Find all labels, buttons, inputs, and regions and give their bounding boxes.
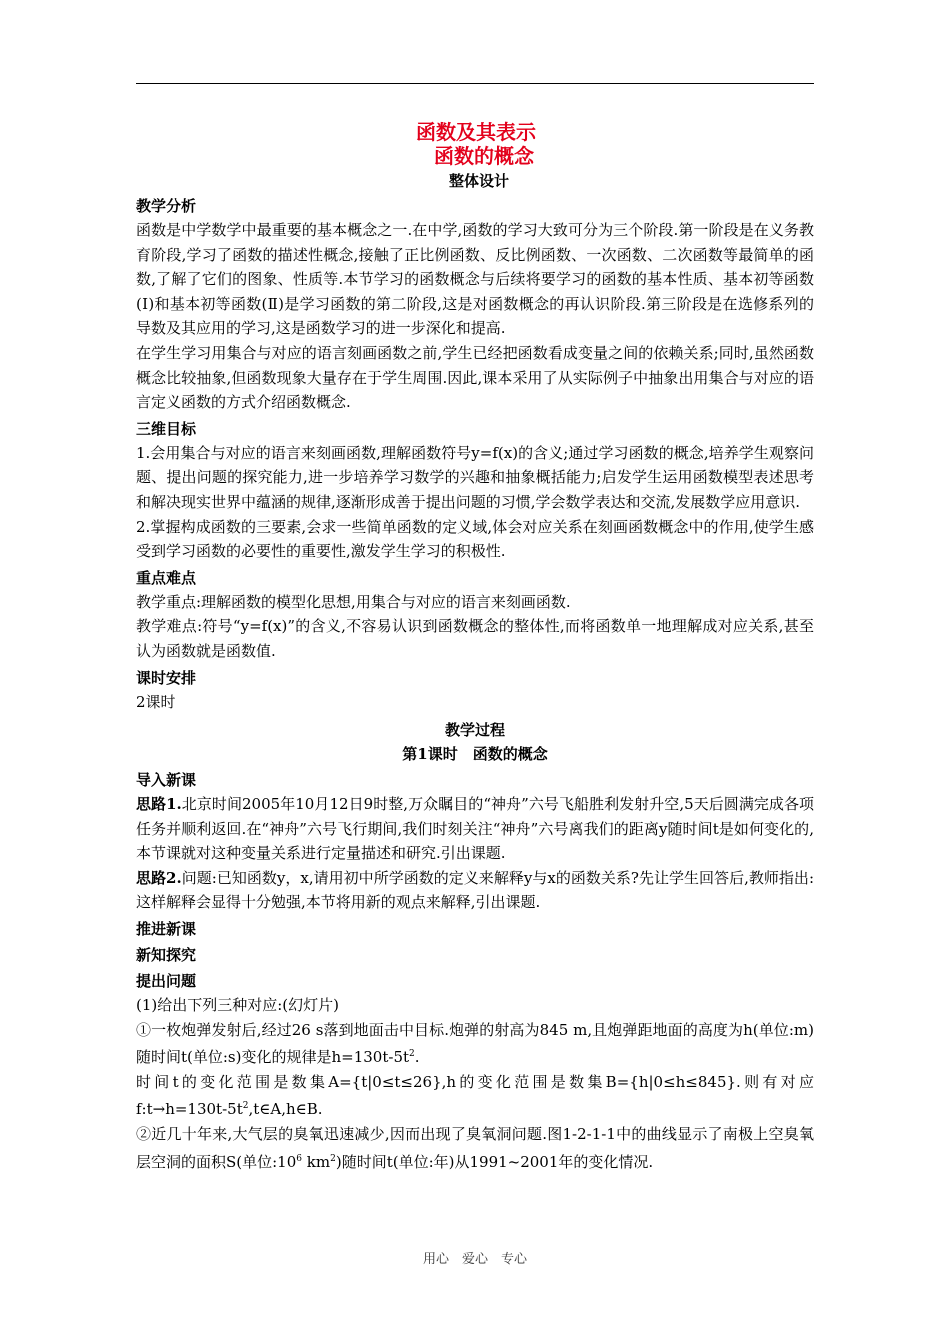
paragraph: 教学重点:理解函数的模型化思想,用集合与对应的语言来刻画函数.: [136, 592, 571, 611]
text: .: [414, 1048, 420, 1067]
superscript: 2: [242, 1101, 249, 1112]
paragraph: 2课时: [136, 692, 176, 711]
text: ①一枚炮弹发射后,经过26 s落到地面击中目标.炮弹的射高为845 m,且炮弹距地面的高度为h(单位:m)随时间t(单位:s)变化的规律是h=130t-5t: [136, 1020, 814, 1067]
paragraph: [136, 1018, 814, 1070]
superscript: 2: [330, 1153, 336, 1164]
text: km: [302, 1152, 331, 1171]
heading-teaching-analysis: 教学分析: [136, 197, 197, 215]
heading-teaching-process: 教学过程: [444, 721, 505, 740]
paragraph-idea-1: [136, 792, 814, 866]
section-title-overall-design: 整体设计: [448, 172, 509, 190]
paragraph: 在学生学习用集合与对应的语言刻画函数之前,学生已经把函数看成变量之间的依赖关系;同时,虽然函数概念比较抽象,但函数现象大量存在于学生周围.因此,课本采用了从实际例子中抽象出用集合与对应的语言定义函数的方式介绍函数概念.: [136, 343, 814, 412]
heading-advance-lesson: 推进新课: [136, 920, 197, 939]
header-rule: [136, 83, 814, 84]
idea-label: 思路1.: [136, 795, 182, 814]
paragraph-idea-2: [136, 866, 814, 915]
paragraph: 教学难点:符号“y=f(x)”的含义,不容易认识到函数概念的整体性,而将函数单一地理解成对应关系,甚至认为函数就是函数值.: [136, 617, 814, 660]
heading-class-schedule: 课时安排: [136, 668, 197, 687]
text: ②近几十年来,大气层的臭氧迅速减少,因而出现了臭氧洞问题.图1-2-1-1中的曲线显示了南极上空臭氧层空洞的面积S(单位:10: [136, 1125, 814, 1171]
heading-questions: 提出问题: [136, 972, 197, 991]
heading-introduction: 导入新课: [136, 771, 197, 790]
paragraph: (1)给出下列三种对应:(幻灯片): [136, 996, 340, 1015]
text: )随时间t(单位:年)从1991~2001年的变化情况.: [335, 1152, 654, 1171]
heading-new-knowledge: 新知探究: [136, 946, 197, 965]
heading-three-dimensional-goals: 三维目标: [136, 419, 197, 438]
document-title: 函数及其表示: [416, 120, 536, 144]
document-page: [136, 120, 814, 1174]
paragraph: 2.掌握构成函数的三要素,会求一些简单函数的定义域,体会对应关系在刻画函数概念中的作用,使学生感受到学习函数的必要性的重要性,激发学生学习的积极性.: [136, 517, 814, 561]
superscript: 2: [409, 1049, 415, 1060]
document-subtitle-red: 函数的概念: [434, 144, 534, 168]
heading-key-difficulties: 重点难点: [136, 568, 197, 587]
idea-text: 问题:已知函数y，x,请用初中所学函数的定义来解释y与x的函数关系?先让学生回答后,教师指出:这样解释会显得十分勉强,本节将用新的观点来解释,引出课题.: [136, 868, 814, 912]
idea-text: 北京时间2005年10月12日9时整,万众瞩目的“神舟”六号飞船胜利发射升空,5天后圆满完成各项任务并顺利返回.在“神舟”六号飞行期间,我们时刻关注“神舟”六号离我们的距离y随时间t是如何变化的,本节课就对这种变量关系进行定量描述和研究.引出课题.: [136, 795, 815, 863]
superscript: 6: [296, 1153, 303, 1164]
page-footer: 用心 爱心 专心: [422, 1252, 527, 1267]
text: ,t∈A,h∈B.: [248, 1100, 323, 1119]
idea-label: 思路2.: [136, 868, 182, 887]
heading-lesson-1: 第1课时 函数的概念: [402, 745, 548, 764]
paragraph: 函数是中学数学中最重要的基本概念之一.在中学,函数的学习大致可分为三个阶段.第一阶段是在义务教育阶段,学习了函数的描述性概念,接触了正比例函数、反比例函数、一次函数、二次函数等最简单的函数,了解了它们的图象、性质等.本节学习的函数概念与后续将要学习的函数的基本性质、基本初等函数(Ⅰ)和基本初等函数(Ⅱ)是学习函数的第二阶段,这是对函数概念的再认识阶段.第三阶段是在选修系列的导数及其应用的学习,这是函数学习的进一步深化和提高.: [136, 221, 814, 338]
paragraph: 1.会用集合与对应的语言来刻画函数,理解函数符号y=f(x)的含义;通过学习函数的概念,培养学生观察问题、提出问题的探究能力,进一步培养学习数学的兴趣和抽象概括能力;启发学生运用函数模型表述思考和解决现实世界中蕴涵的规律,逐渐形成善于提出问题的习惯,学会数学表达和交流,发展数学应用意识.: [136, 443, 814, 511]
paragraph: [136, 1122, 814, 1174]
text: 时间t的变化范围是数集A={t|0≤t≤26},h的变化范围是数集B={h|0≤h≤845}.则有对应f:t→h=130t-5t: [136, 1072, 814, 1119]
paragraph: [136, 1070, 814, 1122]
